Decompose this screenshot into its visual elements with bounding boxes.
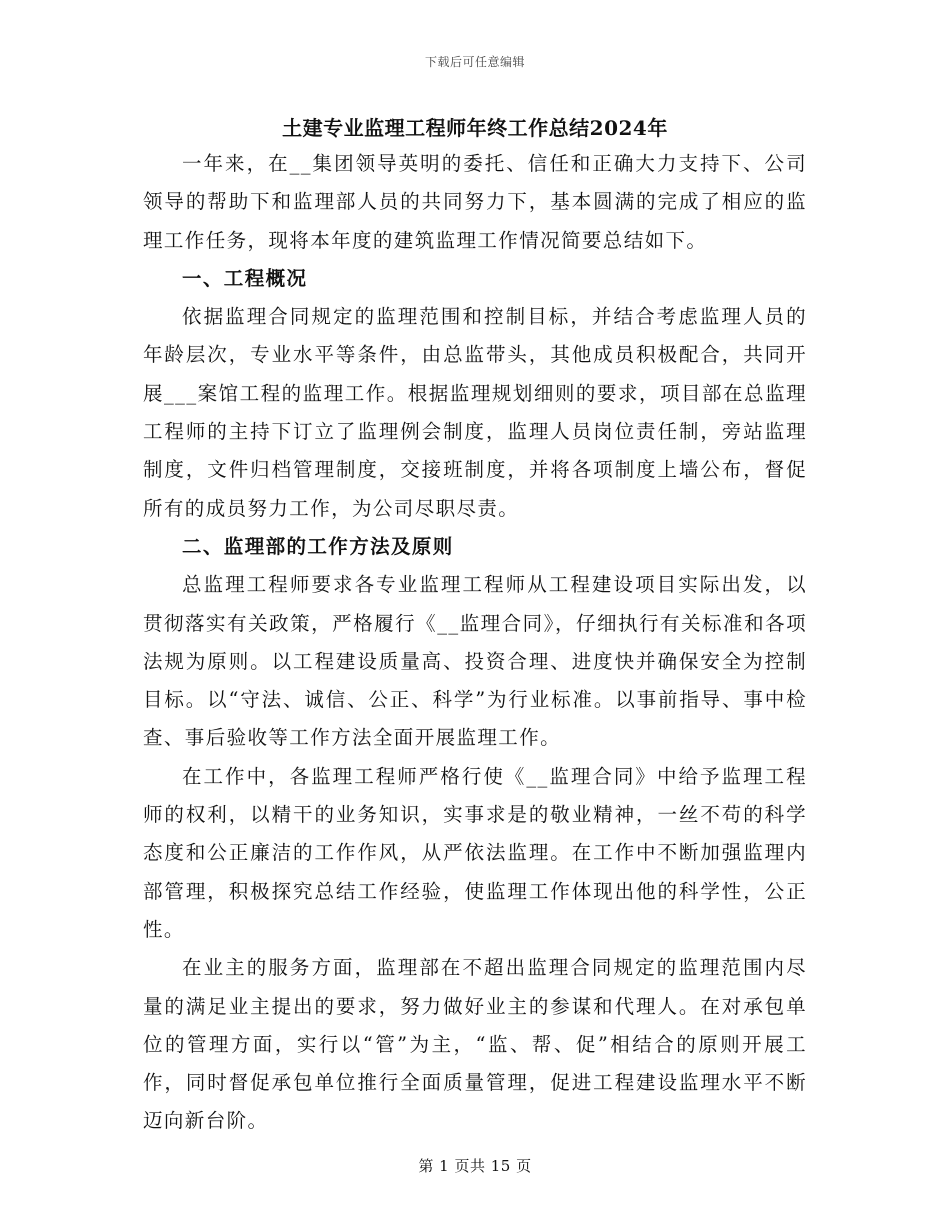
- intro-paragraph: 一年来，在__集团领导英明的委托、信任和正确大力支持下、公司领导的帮助下和监理部人员的共同努力下，基本圆满的完成了相应的监理工作任务，现将本年度的建筑监理工作情况简要总结如下。: [143, 152, 807, 252]
- section-paragraph: 在工作中，各监理工程师严格行使《__监理合同》中给予监理工程师的权利，以精干的业务知识，实事求是的敬业精神，一丝不苟的科学态度和公正廉洁的工作作风，从严依法监理。在工作中不断加强监理内部管理，积极探究总结工作经验，使监理工作体现出他的科学性，公正性。: [143, 764, 807, 941]
- section-paragraph: 依据监理合同规定的监理范围和控制目标，并结合考虑监理人员的年龄层次，专业水平等条件，由总监带头，其他成员积极配合，共同开展___案馆工程的监理工作。根据监理规划细则的要求，项目部在总监理工程师的主持下订立了监理例会制度，监理人员岗位责任制，旁站监理制度，文件归档管理制度，交接班制度，并将各项制度上墙公布，督促所有的成员努力工作，为公司尽职尽责。: [143, 305, 807, 520]
- document-body: [143, 111, 807, 1141]
- section-heading-methods: 二、监理部的工作方法及原则: [182, 534, 454, 558]
- section-paragraph: 总监理工程师要求各专业监理工程师从工程建设项目实际出发，以贯彻落实有关政策，严格履行《__监理合同》，仔细执行有关标准和各项法规为原则。以工程建设质量高、投资合理、进度快并确保安全为控制目标。以“守法、诚信、公正、科学”为行业标准。以事前指导、事中检查、事后验收等工作方法全面开展监理工作。: [143, 573, 807, 750]
- section-heading-overview: 一、工程概况: [182, 266, 308, 290]
- section-paragraph: 在业主的服务方面，监理部在不超出监理合同规定的监理范围内尽量的满足业主提出的要求，努力做好业主的参谋和代理人。在对承包单位的管理方面，实行以“管”为主，“监、帮、促”相结合的原则开展工作，同时督促承包单位推行全面质量管理，促进工程建设监理水平不断迈向新台阶。: [143, 956, 807, 1133]
- page-number: 第 1 页共 15 页: [418, 1157, 532, 1175]
- document-title: 土建专业监理工程师年终工作总结2024年: [282, 116, 668, 140]
- header-note: 下载后可任意编辑: [424, 55, 525, 69]
